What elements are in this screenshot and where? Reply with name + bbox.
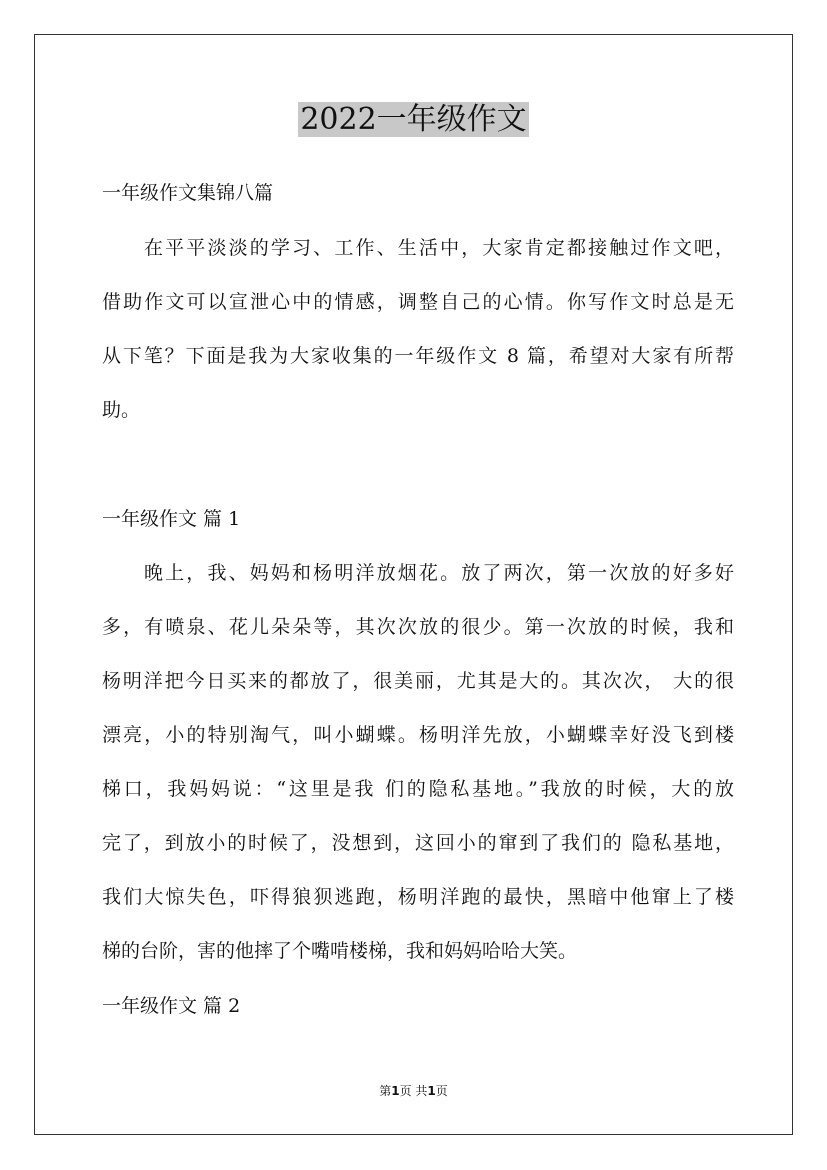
section-1-line-5: 梯口，我妈妈说：“这里是我 们的隐私基地。”我放的时候，大的放 [102, 778, 734, 800]
footer-page-number: 1 [391, 1084, 400, 1098]
section-1-line-2: 多，有喷泉、花儿朵朵等，其次次放的很少。第一次放的时候，我和 [102, 616, 734, 638]
section-1-line-1: 晚上，我、妈妈和杨明洋放烟花。放了两次，第一次放的好多好 [144, 562, 734, 584]
intro-line-1: 在平平淡淡的学习、工作、生活中，大家肯定都接触过作文吧， [144, 237, 734, 259]
section-1-line-7: 我们大惊失色，吓得狼狈逃跑，杨明洋跑的最快，黑暗中他窜上了楼 [102, 886, 734, 908]
section-1-line-6: 完了，到放小的时候了，没想到，这回小的窜到了我们的 隐私基地， [102, 832, 734, 854]
page-footer [0, 1083, 827, 1099]
section-1-line-3: 杨明洋把今日买来的都放了，很美丽，尤其是大的。其次次， 大的很 [102, 670, 734, 692]
section-2-heading: 一年级作文 篇 2 [102, 995, 241, 1017]
document-title-text: 2022一年级作文 [300, 102, 527, 137]
footer-prefix: 第 [379, 1084, 392, 1098]
document-subtitle: 一年级作文集锦八篇 [102, 182, 274, 204]
section-1-line-4: 漂亮，小的特别淘气，叫小蝴蝶。杨明洋先放，小蝴蝶幸好没飞到楼 [102, 724, 734, 746]
intro-line-2: 借助作文可以宣泄心中的情感，调整自己的心情。你写作文时总是无 [102, 291, 734, 313]
document-title [0, 100, 827, 140]
intro-line-3: 从下笔？下面是我为大家收集的一年级作文 8 篇，希望对大家有所帮 [102, 345, 734, 367]
footer-middle: 页 共 [399, 1084, 428, 1098]
footer-suffix: 页 [435, 1084, 448, 1098]
footer-total-pages: 1 [427, 1084, 436, 1098]
intro-line-4: 助。 [102, 399, 141, 421]
section-1-heading: 一年级作文 篇 1 [102, 508, 241, 530]
section-1-line-8: 梯的台阶，害的他摔了个嘴啃楼梯，我和妈妈哈哈大笑。 [102, 940, 578, 962]
